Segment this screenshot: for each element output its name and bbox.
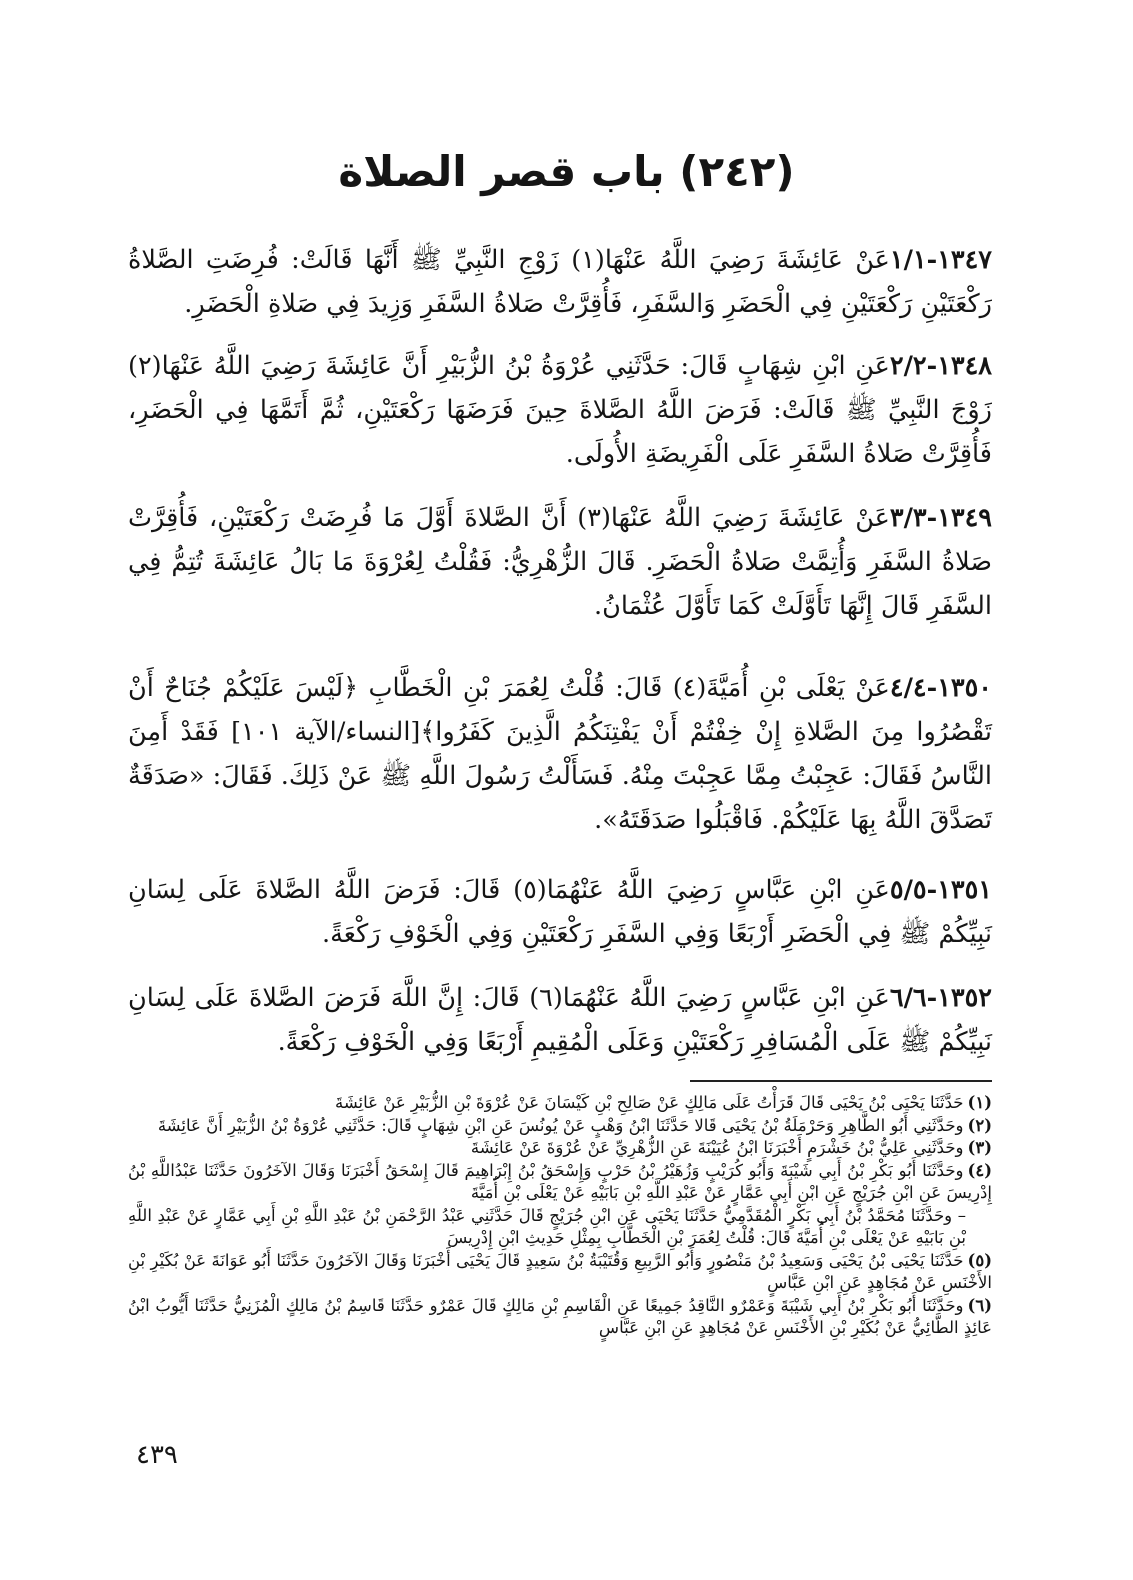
hadith-1352: [128, 976, 992, 1064]
hadith-1349: [128, 496, 992, 628]
footnote-divider: [690, 1080, 992, 1082]
footnote-mark: (٣): [967, 1138, 992, 1157]
hadith-number: ١٣٥٠-٤/٤: [889, 672, 993, 703]
hadith-text: عَنِ ابْنِ عَبَّاسٍ رَضِيَ اللَّهُ عَنْهُمَا(٥) قَالَ: فَرَضَ اللَّهُ الصَّلاةَ عَلَى لِسَانِ نَبِيِّكُمْ ﷺ فِي الْحَضَرِ أَرْبَعًا وَفِي السَّفَرِ رَكْعَتَيْنِ وَفِي الْخَوْفِ رَكْعَةً.: [128, 874, 992, 949]
footnote-1: [128, 1092, 992, 1115]
footnote-text: وحَدَّثَنَا أَبُو بَكْرِ بْنُ أَبِي شَيْبَةَ وَعَمْرٌو النَّاقِدُ جَمِيعًا عَنِ الْقَاسِمِ بْنِ مَالِكٍ قَالَ عَمْرٌو حَدَّثَنَا قَاسِمُ بْنُ مَالِكٍ الْمُزَنِيُّ حَدَّثَنَا أَيُّوبُ ابْنُ عَائِذٍ الطَّائِيُّ عَنْ بُكَيْرِ بْنِ الأَخْنَسِ عَنْ مُجَاهِدٍ عَنِ ابْنِ عَبَّاسٍ: [128, 1295, 992, 1337]
footnote-text: وحَدَّثَنِي أَبُو الطَّاهِرِ وَحَرْمَلَةُ بْنُ يَحْيَى قَالا حَدَّثَنَا ابْنُ وَهْبٍ عَنْ يُونُسَ عَنِ ابْنِ شِهَابٍ قَالَ: حَدَّثَنِي عُرْوَةُ بْنُ الزُّبَيْرِ أَنَّ عَائِشَةَ: [157, 1115, 964, 1135]
hadith-number: ١٣٤٧-١/١: [889, 244, 993, 275]
footnote-3: [128, 1137, 992, 1160]
hadith-1350: [128, 666, 992, 842]
chapter-title: (٢٤٢) باب قصر الصلاة: [338, 147, 795, 197]
hadith-text: عَنِ ابْنِ عَبَّاسٍ رَضِيَ اللَّهُ عَنْهُمَا(٦) قَالَ: إِنَّ اللَّهَ فَرَضَ الصَّلاةَ عَلَى لِسَانِ نَبِيِّكُمْ ﷺ عَلَى الْمُسَافِرِ رَكْعَتَيْنِ وَعَلَى الْمُقِيمِ أَرْبَعًا وَفِي الْخَوْفِ رَكْعَةً.: [128, 982, 992, 1057]
hadith-text: عَنْ عَائِشَةَ رَضِيَ اللَّهُ عَنْهَا(١) زَوْجِ النَّبِيِّ ﷺ أَنَّهَا قَالَتْ: فُرِضَتِ الصَّلاةُ رَكْعَتَيْنِ رَكْعَتَيْنِ فِي الْحَضَرِ وَالسَّفَرِ، فَأُقِرَّتْ صَلاةُ السَّفَرِ وَزِيدَ فِي صَلاةِ الْحَضَرِ.: [128, 244, 992, 319]
hadith-text: عَنْ عَائِشَةَ رَضِيَ اللَّهُ عَنْهَا(٣) أَنَّ الصَّلاةَ أَوَّلَ مَا فُرِضَتْ رَكْعَتَيْنِ، فَأُقِرَّتْ صَلاةُ السَّفَرِ وَأُتِمَّتْ صَلاةُ الْحَضَرِ. قَالَ الزُّهْرِيُّ: فَقُلْتُ لِعُرْوَةَ مَا بَالُ عَائِشَةَ تُتِمُّ فِي السَّفَرِ قَالَ إِنَّهَا تَأَوَّلَتْ كَمَا تَأَوَّلَ عُثْمَانُ.: [128, 502, 992, 621]
footnote-4: [128, 1160, 992, 1250]
footnote-text: حَدَّثَنَا يَحْيَى بْنُ يَحْيَى وَسَعِيدُ بْنُ مَنْصُورٍ وَأَبُو الرَّبِيعِ وَقُتَيْبَةُ بْنُ سَعِيدٍ قَالَ يَحْيَى أَخْبَرَنَا وَقَالَ الآخَرُونَ حَدَّثَنَا أَبُو عَوَانَةَ عَنْ بُكَيْرِ بْنِ الأَخْنَسِ عَنْ مُجَاهِدٍ عَنِ ابْنِ عَبَّاسٍ: [128, 1250, 992, 1292]
footnote-6: [128, 1295, 992, 1340]
hadith-number: ١٣٤٩-٣/٣: [889, 502, 992, 533]
footnote-text: وحَدَّثَنَا أَبُو بَكْرِ بْنُ أَبِي شَيْبَةَ وَأَبُو كُرَيْبٍ وَزُهَيْرُ بْنُ حَرْبٍ وَإِسْحَقُ بْنُ إِبْرَاهِيمَ قَالَ إِسْحَقُ أَخْبَرَنَا وَقَالَ الآخَرُونَ حَدَّثَنَا عَبْدُاللَّهِ بْنُ إِدْرِيسَ عَنِ ابْنِ جُرَيْجٍ عَنِ ابْنِ أَبِي عَمَّارٍ عَنْ عَبْدِ اللَّهِ بْنِ بَابَيْهِ عَنْ يَعْلَى بْنِ أُمَيَّةَ: [128, 1160, 992, 1202]
footnotes: [128, 1092, 992, 1340]
footnote-5: [128, 1250, 992, 1295]
footnote-mark: (١): [967, 1093, 992, 1112]
footnote-2: [128, 1115, 992, 1138]
footnote-continuation: – وحَدَّثَنَا مُحَمَّدُ بْنُ أَبِي بَكْرٍ الْمُقَدَّمِيُّ حَدَّثَنَا يَحْيَى عَنِ ابْنِ جُرَيْجٍ قَالَ حَدَّثَنِي عَبْدُ الرَّحْمَنِ بْنُ عَبْدِ اللَّهِ بْنِ أَبِي عَمَّارٍ عَنْ عَبْدِ اللَّهِ بْنِ بَابَيْهِ عَنْ يَعْلَى بْنِ أُمَيَّةَ قَالَ: قُلْتُ لِعُمَرَ بْنِ الْخَطَّابِ بِمِثْلِ حَدِيثِ ابْنِ إِدْرِيسَ: [128, 1205, 966, 1247]
hadith-number: ١٣٤٨-٢/٢: [889, 350, 992, 381]
page-number: ٤٣٩: [136, 1440, 178, 1470]
hadith-text: عَنْ يَعْلَى بْنِ أُمَيَّةَ(٤) قَالَ: قُلْتُ لِعُمَرَ بْنِ الْخَطَّابِ ﴿لَيْسَ عَلَيْكُمْ جُنَاحٌ أَنْ تَقْصُرُوا مِنَ الصَّلاةِ إِنْ خِفْتُمْ أَنْ يَفْتِنَكُمُ الَّذِينَ كَفَرُوا﴾[النساء/الآية ١٠١] فَقَدْ أَمِنَ النَّاسُ فَقَالَ: عَجِبْتُ مِمَّا عَجِبْتَ مِنْهُ. فَسَأَلْتُ رَسُولَ اللَّهِ ﷺ عَنْ ذَلِكَ. فَقَالَ: «صَدَقَةٌ تَصَدَّقَ اللَّهُ بِهَا عَلَيْكُمْ. فَاقْبَلُوا صَدَقَتَهُ».: [128, 672, 992, 835]
hadith-number: ١٣٥١-٥/٥: [889, 874, 992, 905]
footnote-mark: (٤): [967, 1160, 992, 1180]
hadith-1348: [128, 344, 992, 476]
footnote-mark: (٥): [967, 1250, 992, 1270]
footnote-text: حَدَّثَنَا يَحْيَى بْنُ يَحْيَى قَالَ قَرَأْتُ عَلَى مَالِكٍ عَنْ صَالِحِ بْنِ كَيْسَانَ عَنْ عُرْوَةَ بْنِ الزُّبَيْرِ عَنْ عَائِشَةَ: [334, 1093, 964, 1112]
hadith-number: ١٣٥٢-٦/٦: [889, 982, 992, 1013]
footnote-mark: (٦): [967, 1295, 992, 1315]
hadith-1347: [128, 238, 992, 326]
hadith-text: عَنِ ابْنِ شِهَابٍ قَالَ: حَدَّثَنِي عُرْوَةُ بْنُ الزُّبَيْرِ أَنَّ عَائِشَةَ رَضِيَ اللَّهُ عَنْهَا(٢) زَوْجَ النَّبِيِّ ﷺ قَالَتْ: فَرَضَ اللَّهُ الصَّلاةَ حِينَ فَرَضَهَا رَكْعَتَيْنِ، ثُمَّ أَتَمَّهَا فِي الْحَضَرِ، فَأُقِرَّتْ صَلاةُ السَّفَرِ عَلَى الْفَرِيضَةِ الأُولَى.: [128, 350, 992, 469]
hadith-1351: [128, 868, 992, 956]
footnote-mark: (٢): [967, 1115, 992, 1135]
footnote-text: وحَدَّثَنِي عَلِيُّ بْنُ خَشْرَمٍ أَخْبَرَنَا ابْنُ عُيَيْنَةَ عَنِ الزُّهْرِيِّ عَنْ عُرْوَةَ عَنْ عَائِشَةَ: [470, 1138, 964, 1157]
